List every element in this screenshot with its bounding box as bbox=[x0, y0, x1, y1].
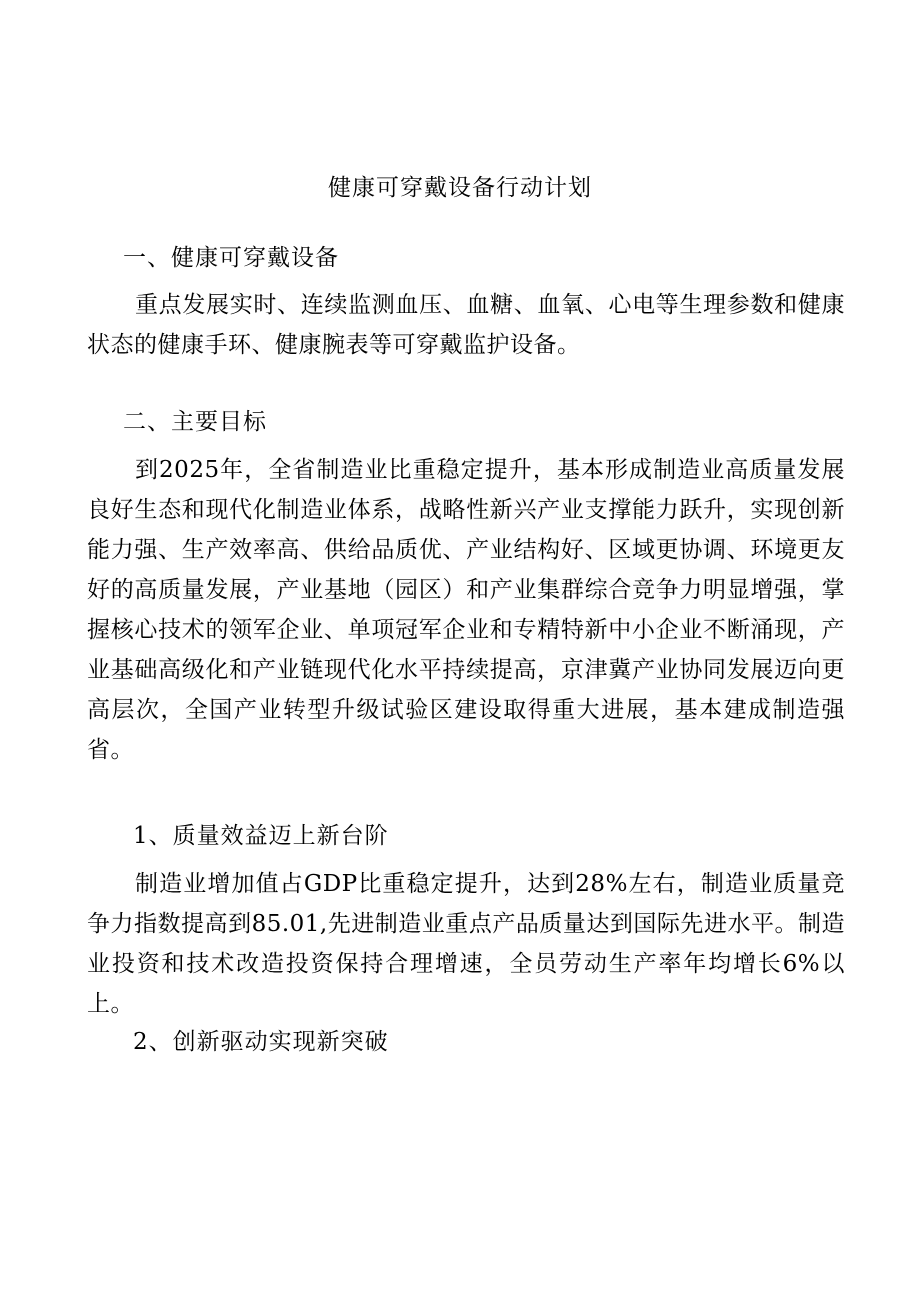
section-paragraph-wearables: 重点发展实时、连续监测血压、血糖、血氧、心电等生理参数和健康状态的健康手环、健康腕表等可穿戴监护设备。 bbox=[87, 292, 845, 358]
section-paragraph-main-goals: 到2025年，全省制造业比重稳定提升，基本形成制造业高质量发展良好生态和现代化制造业体系，战略性新兴产业支撑能力跃升，实现创新能力强、生产效率高、供给品质优、产业结构好、区域更协调、环境更友好的高质量发展，产业基地（园区）和产业集群综合竞争力明显增强，掌握核心技术的领军企业、单项冠军企业和专精特新中小企业不断涌现，产业基础高级化和产业链现代化水平持续提高，京津冀产业协同发展迈向更高层次，全国产业转型升级试验区建设取得重大进展，基本建成制造强省。 bbox=[87, 457, 845, 763]
subsection-paragraph-quality: 制造业增加值占GDP比重稳定提升，达到28%左右，制造业质量竞争力指数提高到85.01,先进制造业重点产品质量达到国际先进水平。制造业投资和技术改造投资保持合理增速，全员劳动生产率年均增长6%以上。 bbox=[87, 871, 845, 1017]
subsection-heading-innovation: 2、创新驱动实现新突破 bbox=[133, 1029, 389, 1055]
document-title: 健康可穿戴设备行动计划 bbox=[328, 175, 592, 201]
section-heading-wearables: 一、健康可穿戴设备 bbox=[123, 245, 339, 271]
section-heading-main-goals: 二、主要目标 bbox=[123, 409, 267, 435]
subsection-heading-quality: 1、质量效益迈上新台阶 bbox=[133, 823, 389, 849]
